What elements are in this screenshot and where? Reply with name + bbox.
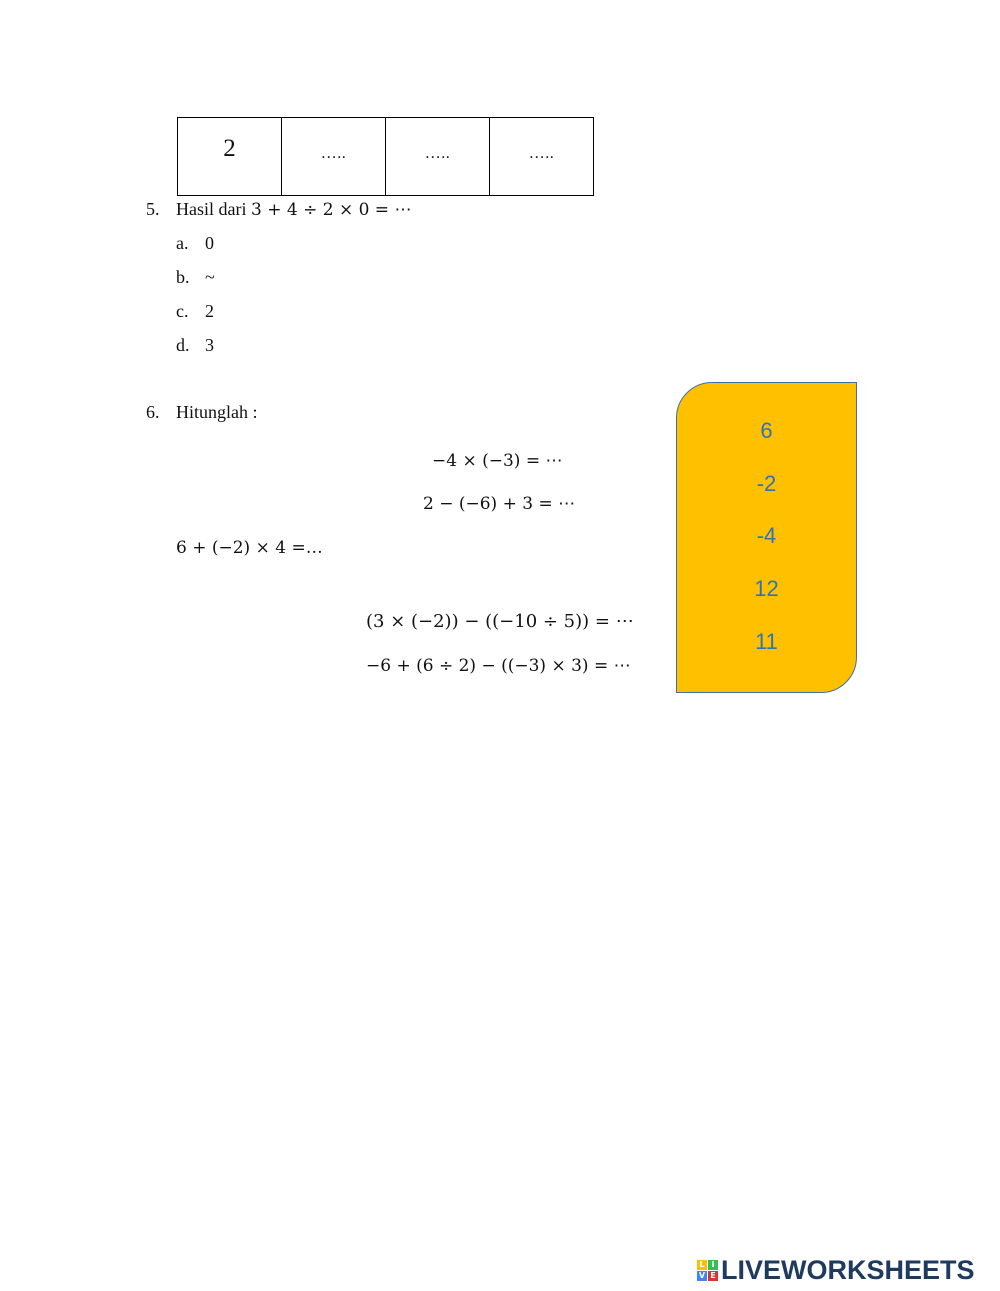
expression-4[interactable]: (3 × (−2)) − ((−10 ÷ 5)) = ⋯ xyxy=(366,611,634,632)
option-value: 3 xyxy=(205,335,214,355)
option-letter: c. xyxy=(176,301,189,321)
expression-3[interactable]: 6 + (−2) × 4 =… xyxy=(176,538,323,558)
question-5-expression: 3 + 4 ÷ 2 × 0 = ⋯ xyxy=(250,200,412,220)
logo-square: L xyxy=(697,1260,707,1270)
option-value: 0 xyxy=(205,233,214,253)
answer-choice[interactable]: -4 xyxy=(756,523,777,548)
question-6-number: 6. xyxy=(146,402,160,422)
logo-square: V xyxy=(698,1270,706,1280)
question-6-prompt: Hitunglah : xyxy=(176,402,258,422)
option-letter: d. xyxy=(176,335,190,355)
table-cell[interactable]: ….. xyxy=(386,118,490,196)
answer-table xyxy=(177,117,594,196)
option-value: ~ xyxy=(205,267,215,287)
liveworksheets-logo xyxy=(697,1255,975,1285)
option-d[interactable] xyxy=(176,335,214,356)
logo-square: I xyxy=(708,1260,718,1270)
answer-choices-box xyxy=(676,382,857,693)
option-c[interactable] xyxy=(176,301,214,322)
answer-choice[interactable]: 12 xyxy=(754,576,779,601)
expression-5[interactable]: −6 + (6 ÷ 2) − ((−3) × 3) = ⋯ xyxy=(366,656,631,676)
expression-1[interactable]: −4 × (−3) = ⋯ xyxy=(432,451,563,471)
expression-2[interactable]: 2 − (−6) + 3 = ⋯ xyxy=(423,494,576,514)
question-5-text xyxy=(176,199,411,220)
table-row xyxy=(178,118,594,196)
answer-choice[interactable]: -2 xyxy=(756,471,777,496)
question-5-number: 5. xyxy=(146,199,160,219)
option-letter: a. xyxy=(176,233,189,253)
question-5-prefix: Hasil dari xyxy=(176,199,247,219)
answer-choice[interactable]: 11 xyxy=(755,629,778,654)
logo-square: E xyxy=(708,1271,718,1281)
option-b[interactable] xyxy=(176,267,215,288)
logo-text: LIVEWORKSHEETS xyxy=(721,1255,975,1285)
option-letter: b. xyxy=(176,267,190,287)
answer-choice[interactable]: 6 xyxy=(760,418,773,443)
logo-mark-icon xyxy=(697,1260,718,1281)
option-value: 2 xyxy=(205,301,214,321)
table-cell[interactable]: ….. xyxy=(282,118,386,196)
table-cell[interactable]: ….. xyxy=(490,118,594,196)
option-a[interactable] xyxy=(176,233,214,254)
table-cell: 2 xyxy=(178,118,282,196)
